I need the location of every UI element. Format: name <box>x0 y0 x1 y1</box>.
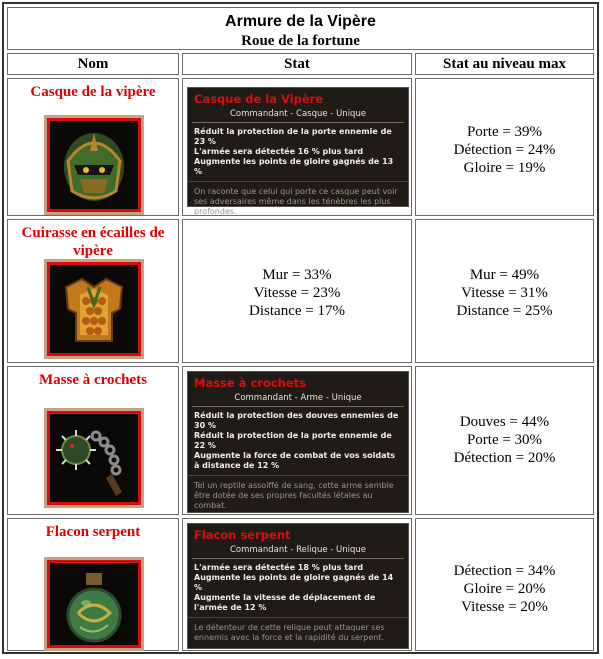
item-tooltip-flacon[interactable] <box>187 523 409 649</box>
tooltip-effect: Augmente la force de combat de vos soldats à distance de 12 % <box>194 451 396 470</box>
stat-list <box>183 266 411 320</box>
item-name-casque: Casque de la vipère <box>30 84 156 100</box>
max-stat-value: Détection = 20% <box>453 450 556 466</box>
max-stat-value: Vitesse = 20% <box>461 599 548 615</box>
item-icon-frame <box>44 408 144 508</box>
max-stat-value: Gloire = 19% <box>463 160 546 176</box>
table-row-masse-stat <box>182 366 412 515</box>
max-stat-value: Douves = 44% <box>459 414 550 430</box>
item-name-masse: Masse à crochets <box>38 372 148 388</box>
max-stat-value: Vitesse = 31% <box>461 285 548 301</box>
tooltip-subtitle: Commandant - Arme - Unique <box>192 390 404 407</box>
item-icon-frame <box>44 115 144 215</box>
column-header-name: Nom <box>7 53 179 75</box>
tooltip-subtitle: Commandant - Casque - Unique <box>192 106 404 123</box>
tooltip-effects <box>188 123 408 177</box>
tooltip-lore: Le détenteur de cette relique peut attaquer ses ennemis avec la force et la rapidité du serpent. <box>188 617 408 643</box>
table-row-casque-max <box>415 78 594 216</box>
scale-armor-icon <box>47 262 141 356</box>
item-icon-frame <box>44 557 144 651</box>
item-tooltip-masse[interactable] <box>187 371 409 513</box>
table-row-flacon-name <box>7 518 179 651</box>
table-row-casque-name <box>7 78 179 216</box>
table-subtitle: Roue de la fortune <box>241 33 360 49</box>
tooltip-effect: Augmente les points de gloire gagnés de 13 % <box>194 157 394 176</box>
column-header-max: Stat au niveau max <box>415 53 594 75</box>
tooltip-title: Casque de la Vipère <box>194 92 324 106</box>
max-stat-value: Mur = 49% <box>469 267 540 283</box>
tooltip-effect: Réduit la protection de la porte ennemie de 23 % <box>194 127 392 146</box>
column-header-stat: Stat <box>182 53 412 75</box>
table-row-cuirasse-max <box>415 219 594 363</box>
stat-value: Distance = 17% <box>249 303 345 319</box>
max-stat-list <box>416 562 593 616</box>
table-row-cuirasse-stat <box>182 219 412 363</box>
item-name-cuirasse: Cuirasse en écailles de vipère <box>21 225 165 259</box>
table-row-casque-stat <box>182 78 412 216</box>
max-stat-value: Détection = 34% <box>453 563 556 579</box>
tooltip-lore: Tel un reptile assoiffé de sang, cette arme semble être dotée de ses propres facultés létales au combat. <box>188 475 408 511</box>
stat-value: Vitesse = 23% <box>253 285 341 301</box>
stat-value: Mur = 33% <box>262 267 332 283</box>
tooltip-effect: Augmente les points de gloire gagnés de 14 % <box>194 573 394 592</box>
table-row-masse-name <box>7 366 179 515</box>
max-stat-value: Gloire = 20% <box>463 581 546 597</box>
item-icon-frame <box>44 259 144 359</box>
tooltip-lore: On raconte que celui qui porte ce casque peut voir ses adversaires même dans les ténèbres les plus profondes. <box>188 181 408 217</box>
tooltip-effects <box>188 559 408 613</box>
serpent-flask-icon <box>47 560 141 648</box>
tooltip-effects <box>188 407 408 471</box>
max-stat-value: Porte = 39% <box>466 124 543 140</box>
max-stat-list <box>416 413 593 467</box>
item-tooltip-casque[interactable] <box>187 87 409 216</box>
max-stat-value: Détection = 24% <box>453 142 556 158</box>
max-stat-value: Distance = 25% <box>456 303 553 319</box>
table-row-masse-max <box>415 366 594 515</box>
item-name-flacon: Flacon serpent <box>45 524 141 540</box>
tooltip-effect: Réduit la protection de la porte ennemie de 22 % <box>194 431 392 450</box>
serpent-helmet-icon <box>47 118 141 212</box>
max-stat-list <box>416 123 593 177</box>
table-title: Armure de la Vipère <box>225 13 376 30</box>
table-row-cuirasse-name <box>7 219 179 363</box>
spiked-flail-icon <box>47 411 141 505</box>
tooltip-title: Flacon serpent <box>194 528 291 542</box>
max-stat-list <box>416 266 593 320</box>
item-table <box>2 2 599 654</box>
table-row-flacon-stat <box>182 518 412 651</box>
tooltip-effect: L'armée sera détectée 18 % plus tard <box>194 563 364 572</box>
table-title-cell <box>7 7 594 50</box>
tooltip-subtitle: Commandant - Relique - Unique <box>192 542 404 559</box>
tooltip-title: Masse à crochets <box>194 376 306 390</box>
table-row-flacon-max <box>415 518 594 651</box>
tooltip-effect: Réduit la protection des douves ennemies de 30 % <box>194 411 399 430</box>
tooltip-effect: Augmente la vitesse de déplacement de l'armée de 12 % <box>194 593 376 612</box>
tooltip-effect: L'armée sera détectée 16 % plus tard <box>194 147 364 156</box>
max-stat-value: Porte = 30% <box>466 432 543 448</box>
